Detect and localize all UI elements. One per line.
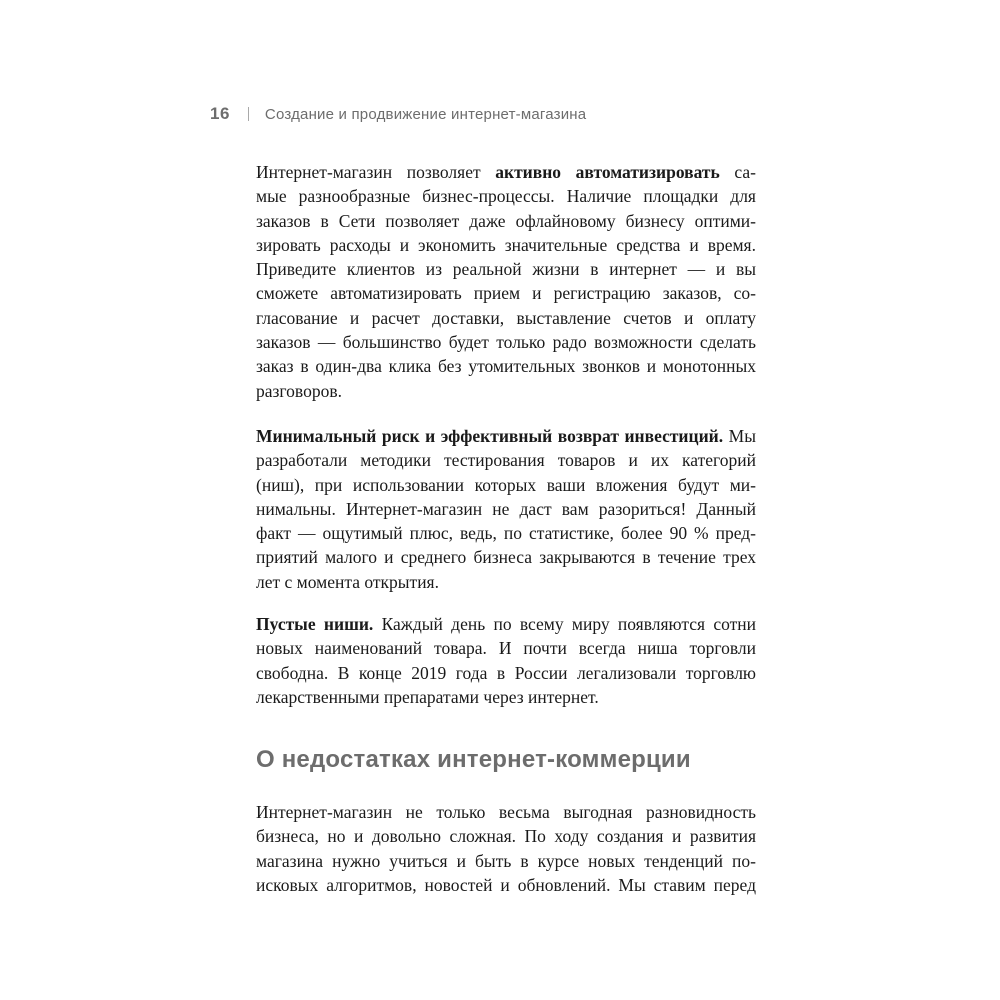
text-line: лекарственными препаратами через интернет. — [256, 686, 599, 707]
paragraph-disadvantages — [256, 800, 756, 897]
text-line: Интернет-магазин позволяет активно автоматизировать са- — [256, 162, 756, 182]
header-separator — [248, 107, 249, 121]
emphasis-bold: Пустые ниши. — [256, 614, 374, 634]
text-line: Пустые ниши. Каждый день по всему миру появляются сотни — [256, 614, 756, 634]
text-line: разработали методики тестирования товаров и их категорий — [256, 450, 756, 471]
text-line: лет с момента открытия. — [256, 571, 439, 592]
paragraph-automation — [256, 160, 756, 403]
paragraph-minimal-risk — [256, 424, 756, 594]
text-line: Минимальный риск и эффективный возврат инвестиций. Мы — [256, 426, 756, 446]
text-line: нимальны. Интернет-магазин не даст вам разориться! Данный — [256, 498, 756, 519]
text-line: бизнеса, но и довольно сложная. По ходу создания и развития — [256, 826, 756, 847]
emphasis-bold: Минимальный риск и эффективный возврат инвестиций. — [256, 426, 724, 446]
text-line: факт — ощутимый плюс, ведь, по статистике, более 90 % пред- — [256, 523, 756, 544]
text-line: магазина нужно учиться и быть в курсе новых тенденций по- — [256, 850, 756, 871]
text-line: новых наименований товара. И почти всегда ниша торговли — [256, 638, 756, 659]
text-line: разговоров. — [256, 380, 342, 401]
emphasis-bold: активно автоматизировать — [495, 162, 720, 182]
text-line: Интернет-магазин не только весьма выгодная разновидность — [256, 802, 756, 822]
text-line: (ниш), при использовании которых ваши вложения будут ми- — [256, 474, 756, 495]
text-line: свободна. В конце 2019 года в России легализовали торговлю — [256, 662, 756, 683]
text-line: гласование и расчет доставки, выставление счетов и оплату — [256, 307, 756, 328]
text-line: заказ в один-два клика без утомительных звонков и монотонных — [256, 356, 756, 377]
paragraph-empty-niches — [256, 612, 756, 709]
running-head — [210, 100, 586, 128]
text-line: заказов в Сети позволяет даже офлайновому бизнесу оптими- — [256, 210, 756, 231]
text-line: сможете автоматизировать прием и регистрацию заказов, со- — [256, 283, 756, 304]
text-line: заказов — большинство будет только радо возможности сделать — [256, 332, 756, 353]
section-heading: О недостатках интернет-коммерции — [256, 746, 691, 773]
book-title: Создание и продвижение интернет-магазина — [264, 105, 587, 123]
text-line: приятий малого и среднего бизнеса закрываются в течение трех — [256, 547, 756, 568]
page-number: 16 — [210, 104, 230, 123]
text-line: мые разнообразные бизнес-процессы. Наличие площадки для — [256, 186, 756, 207]
text-line: исковых алгоритмов, новостей и обновлений. Мы ставим перед — [256, 874, 756, 895]
text-line: Приведите клиентов из реальной жизни в интернет — и вы — [256, 259, 756, 280]
text-line: зировать расходы и экономить значительные средства и время. — [256, 234, 756, 255]
